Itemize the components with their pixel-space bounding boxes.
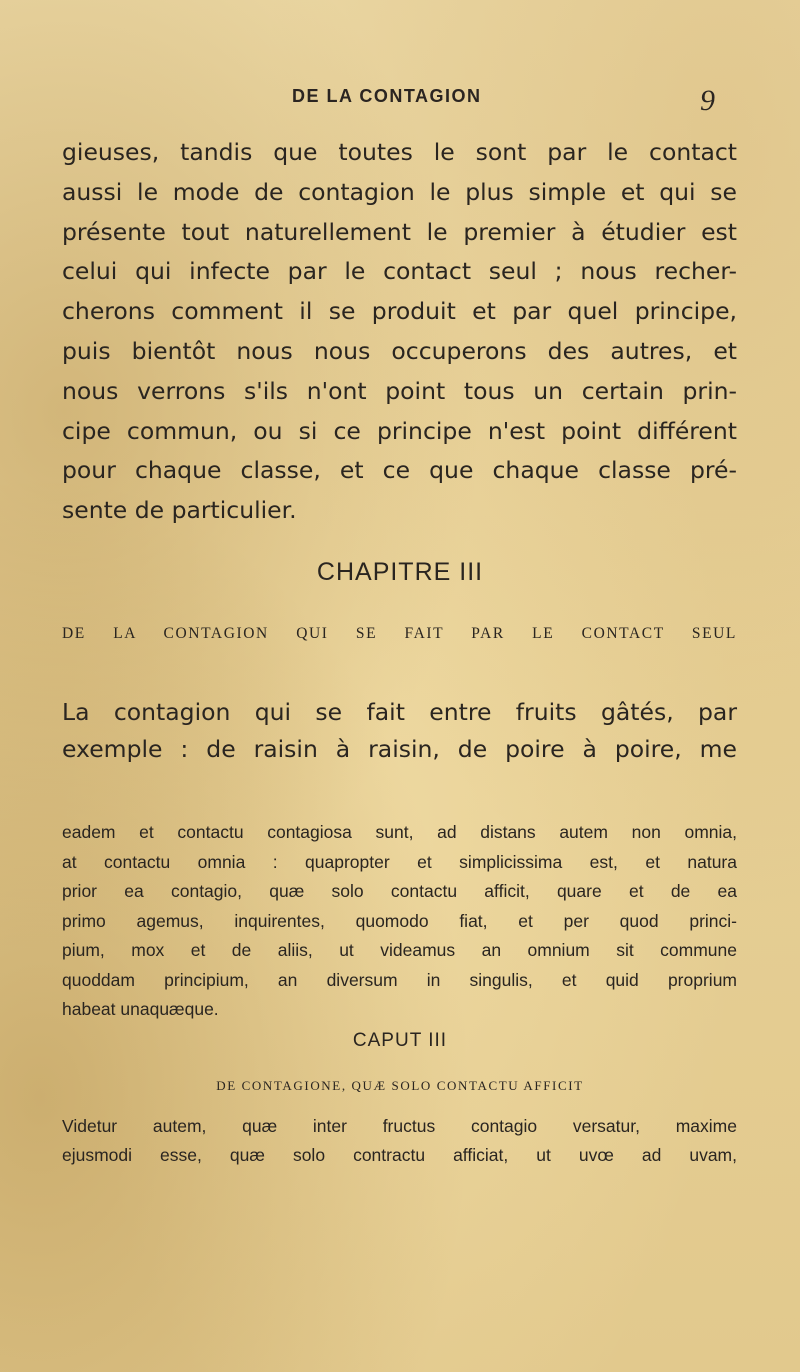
text-line: ejusmodi esse, quæ solo contractu afficiat, ut uvœ ad uvam, [62,1145,737,1165]
text-line: cherons comment il se produit et par quel principe, [62,297,737,326]
text-line: celui qui infecte par le contact seul ; nous recher- [62,257,737,286]
text-line: nous verrons s'ils n'ont point tous un certain prin- [62,376,737,405]
text-line: pour chaque classe, et ce que chaque classe pré- [62,456,737,485]
caput-heading: CAPUT III [352,1030,448,1051]
latin-paragraph-1 [62,818,737,1025]
text-line: primo agemus, inquirentes, quomodo fiat, et per quod princi- [62,910,737,931]
text-line: aussi le mode de contagion le plus simple et qui se [62,177,737,206]
text-line: La contagion qui se fait entre fruits gâtés, par [62,698,737,726]
text-line: prior ea contagio, quæ solo contactu afficit, quare et de ea [62,881,737,901]
running-title: DE LA CONTAGION [292,86,482,106]
caput-subtitle: DE CONTAGIONE, QUÆ SOLO CONTACTU AFFICIT [216,1078,584,1093]
text-line: exemple : de raisin à raisin, de poire à poire, me [62,735,737,763]
page-number: 9 [700,84,715,117]
text-line: quoddam principium, an diversum in singulis, et quid proprium [62,969,737,990]
text-line: gieuses, tandis que toutes le sont par le contact [62,138,737,166]
text-line: présente tout naturellement le premier à étudier est [62,217,737,246]
text-line: habeat unaquæque. [62,999,219,1019]
chapter-heading: CHAPITRE III [316,558,484,586]
text-line: sente de particulier. [62,496,297,525]
text-line: pium, mox et de aliis, ut videamus an omnium sit commune [62,940,737,960]
text-line: cipe commun, ou si ce principe n'est point différent [62,416,737,445]
chapter-subtitle: DE LA CONTAGION QUI SE FAIT PAR LE CONTACT SEUL [62,625,737,642]
french-paragraph-2 [62,694,737,768]
text-line: puis bientôt nous nous occuperons des autres, et [62,336,737,365]
running-head [0,86,800,116]
text-line: Videtur autem, quæ inter fructus contagio versatur, maxime [62,1116,737,1136]
text-line: at contactu omnia : quapropter et simplicissima est, et natura [62,851,737,872]
text-line: eadem et contactu contagiosa sunt, ad distans autem non omnia, [62,822,737,842]
french-paragraph-1 [62,133,737,531]
latin-paragraph-2 [62,1112,737,1170]
